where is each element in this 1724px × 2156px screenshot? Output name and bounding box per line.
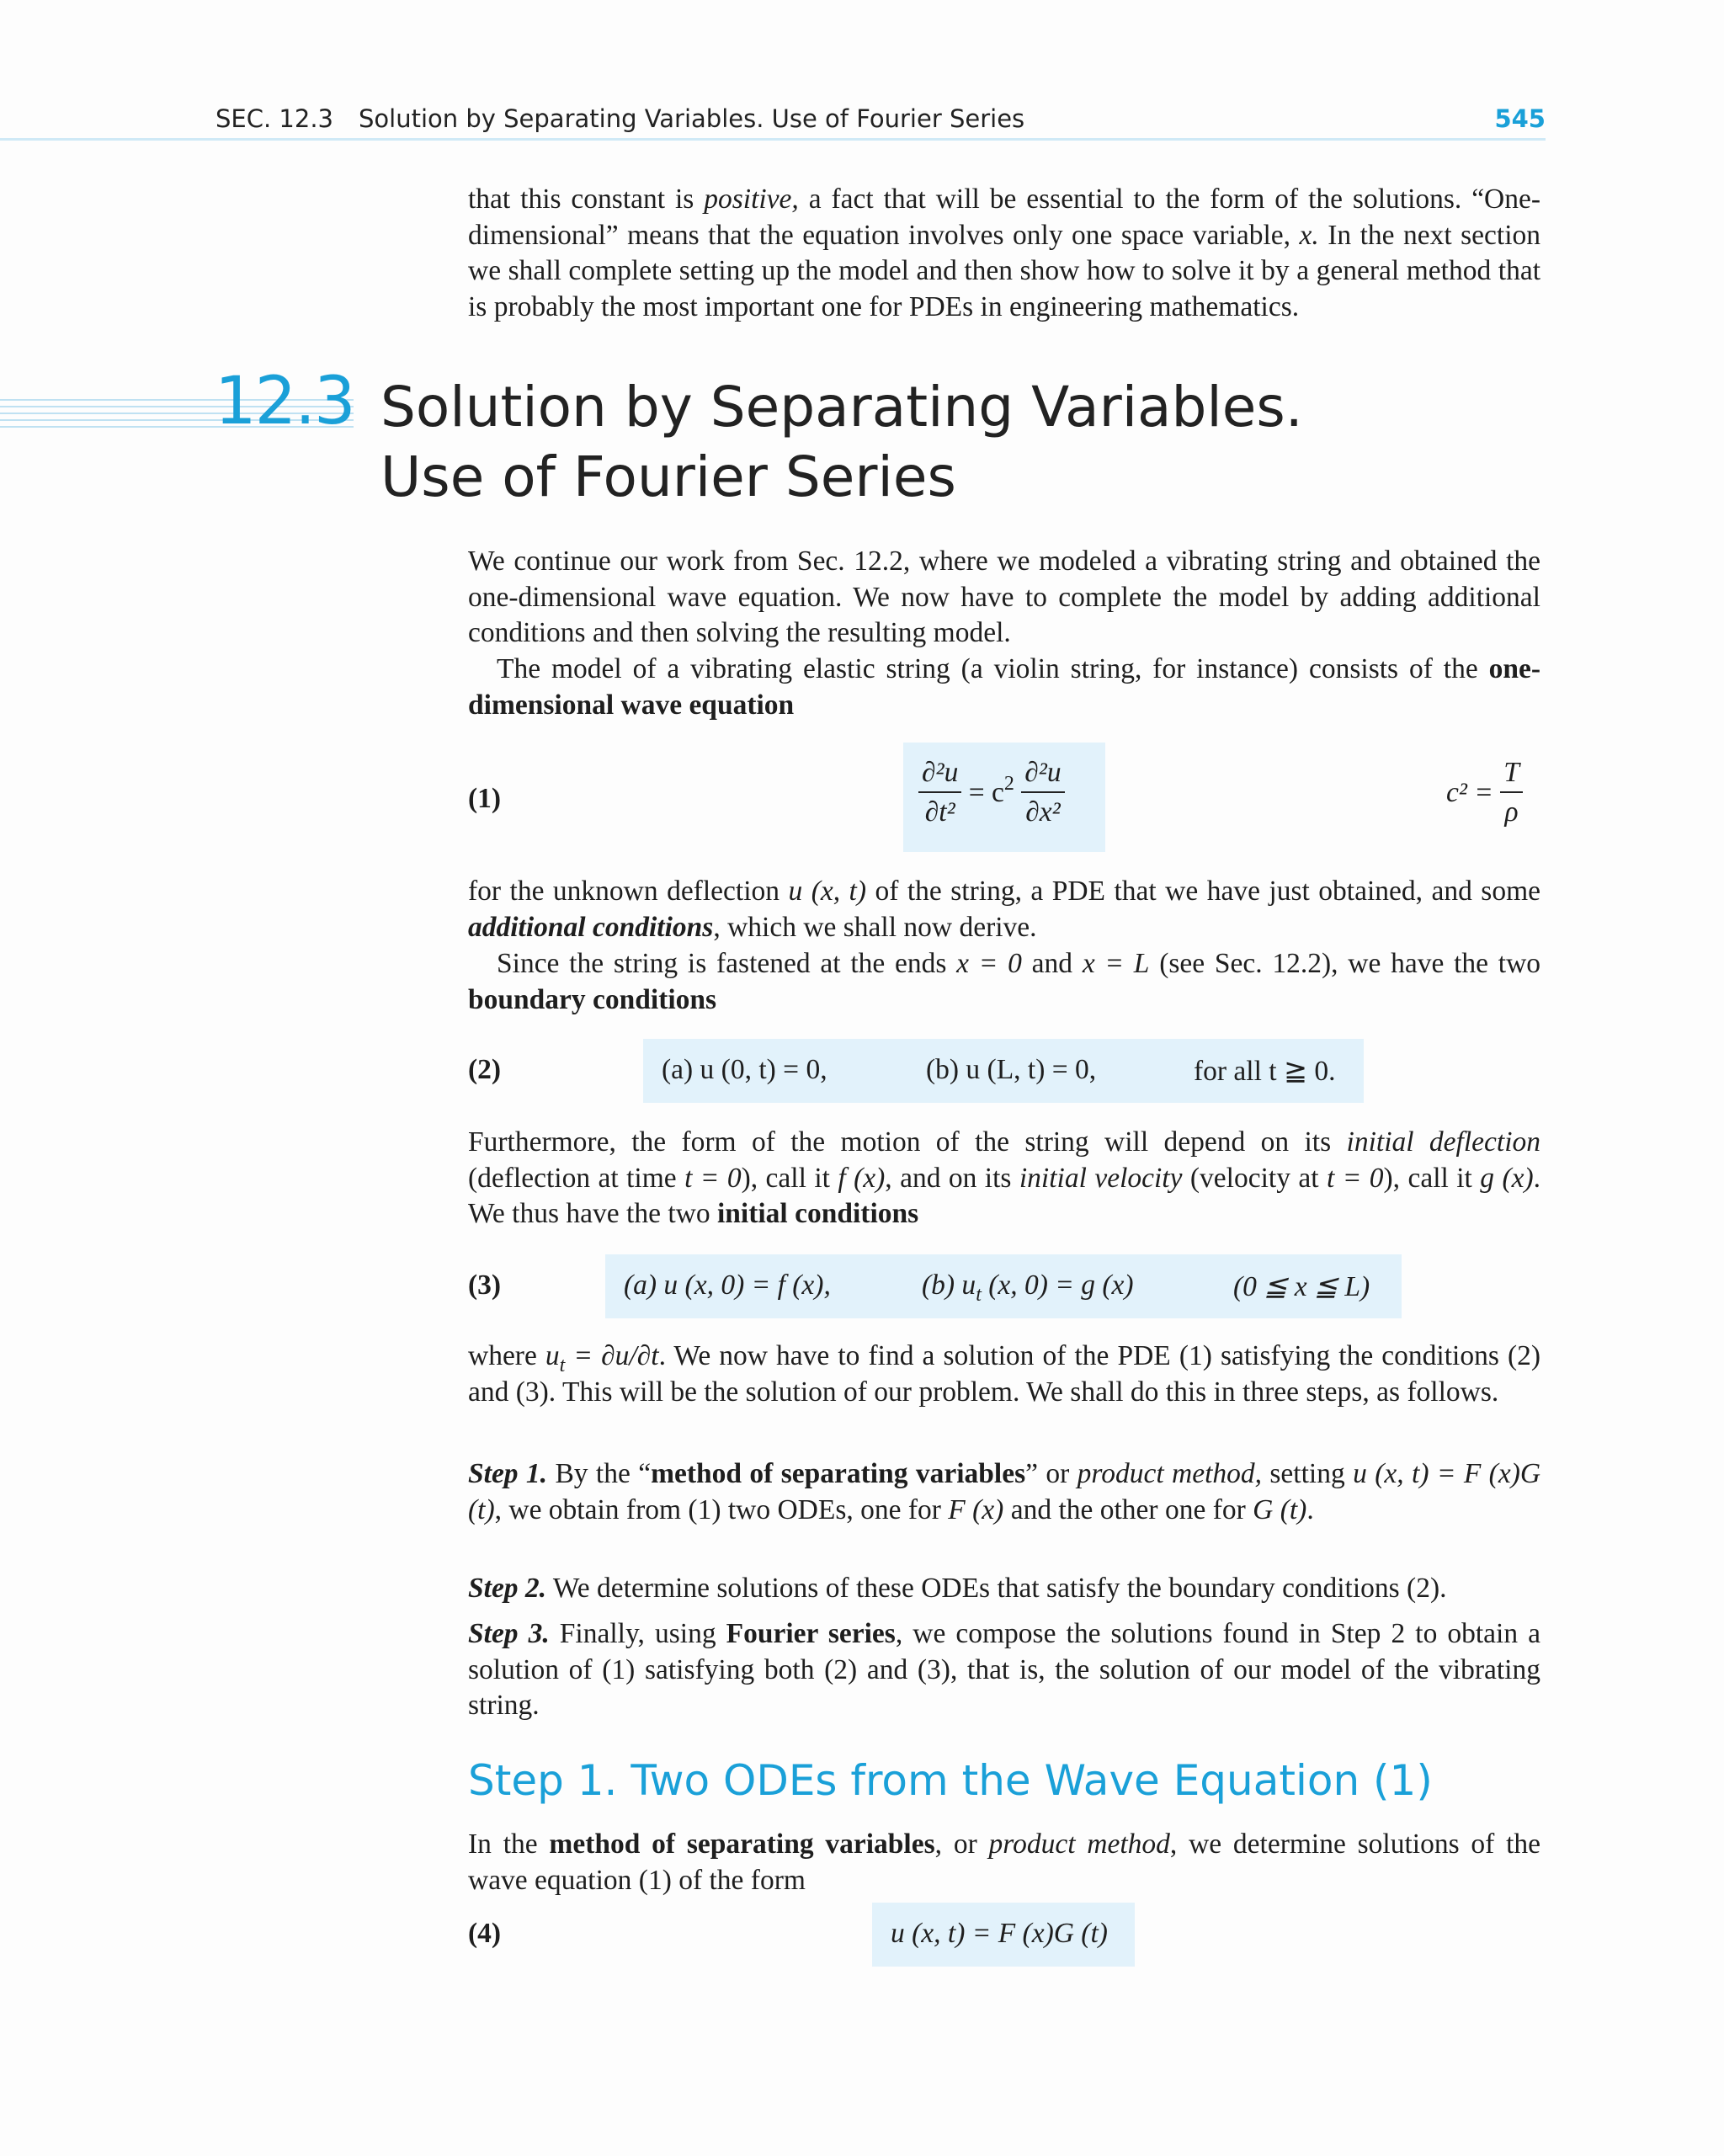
intro-text-1: that this constant is xyxy=(468,184,694,215)
deflection-text-b: of the string, a PDE that we have just obtained, and some xyxy=(875,876,1541,907)
step-1-a: By the “ xyxy=(555,1458,652,1489)
intro-text-3: In the next section we shall complete setting up the model and then show how to solve it by a general method that is probably the most important one for PDEs in engineering mathematics. xyxy=(468,219,1541,322)
equation-3-box xyxy=(605,1254,1402,1318)
deflection-text-d: , which we shall now derive. xyxy=(713,911,1037,943)
product-e: , we determine solutions of the wave equation (1) of the form xyxy=(468,1829,1541,1896)
equation-1-side-lhs: c² = xyxy=(1446,777,1493,808)
further-c: (deflection at time xyxy=(468,1162,677,1194)
step-2-label: Step 2. xyxy=(468,1573,547,1604)
further-g: (velocity at xyxy=(1189,1162,1319,1194)
further-fx: f (x) xyxy=(838,1162,886,1194)
step-1-term: method of separating variables xyxy=(651,1458,1026,1489)
paragraph-fastened xyxy=(468,946,1540,1018)
intro-text-2: a fact that will be essential to the form of the solutions. “One-dimensional” means that the equation involves only one space variable, xyxy=(468,184,1541,251)
further-i: . We thus have the two xyxy=(468,1162,1541,1229)
equation-1-equals: = $c^2$ xyxy=(968,773,1014,808)
deflection-text-a: for the unknown deflection xyxy=(468,876,780,907)
equation-4-label: (4) xyxy=(468,1918,502,1949)
further-gx: g (x) xyxy=(1480,1162,1534,1194)
product-c: , or xyxy=(934,1829,977,1860)
step-1-label: Step 1. xyxy=(468,1458,548,1489)
paragraph-step-1 xyxy=(468,1456,1540,1528)
model-term: one-dimensional wave equation xyxy=(468,653,1541,721)
fastened-text-b: (see Sec. 12.2), we have the two xyxy=(1159,948,1541,979)
step-1-c: ” or xyxy=(1025,1458,1070,1489)
where-a: where xyxy=(468,1340,537,1371)
further-a: Furthermore, the form of the motion of the string will depend on its xyxy=(468,1126,1332,1158)
intro-paragraph xyxy=(468,182,1540,325)
subsection-heading: Step 1. Two ODEs from the Wave Equation (1) xyxy=(468,1756,1433,1805)
equation-1-label: (1) xyxy=(468,783,502,814)
step-3-a: Finally, using xyxy=(559,1618,716,1649)
where-b: . We now have to find a solution of the PDE (1) satisfying the conditions (2) and (3). This will be the solution of our problem. We shall do this in three steps, as follows. xyxy=(468,1340,1541,1408)
equation-1-lhs-num: ∂²u xyxy=(922,757,959,788)
equation-1-rhs xyxy=(1021,754,1064,832)
step-1-e: setting xyxy=(1269,1458,1345,1489)
equation-1-lhs-den: ∂t² xyxy=(918,791,961,832)
running-header-title: Solution by Separating Variables. Use of Fourier Series xyxy=(359,104,1025,133)
paragraph-deflection xyxy=(468,874,1540,945)
page-number: 545 xyxy=(1494,104,1546,133)
paragraph-product-method xyxy=(468,1827,1540,1898)
product-term: method of separating variables xyxy=(549,1829,935,1860)
step-1-j: G (t) xyxy=(1253,1493,1307,1525)
step-1-f: u (x, t) = F (x)G (t) xyxy=(468,1458,1541,1525)
paragraph-step-3 xyxy=(468,1616,1540,1724)
product-a: In the xyxy=(468,1829,538,1860)
further-t0: t = 0 xyxy=(684,1162,742,1194)
deflection-term: additional conditions xyxy=(468,911,714,943)
deflection-u: u (x, t) xyxy=(788,876,867,907)
step-3-label: Step 3. xyxy=(468,1618,550,1649)
section-title-line-1: Solution by Separating Variables. xyxy=(380,375,1303,439)
equation-2-label: (2) xyxy=(468,1054,502,1085)
equation-2-part-c: for all t ≧ 0. xyxy=(1194,1056,1336,1087)
paragraph-furthermore xyxy=(468,1125,1540,1232)
equation-1-side-frac xyxy=(1500,754,1523,832)
equation-3-part-c: (0 ≦ x ≦ L) xyxy=(1233,1271,1370,1302)
further-f: initial velocity xyxy=(1019,1162,1183,1194)
model-text: The model of a vibrating elastic string (a violin string, for instance) consists of the xyxy=(497,653,1478,684)
step-1-i: and the other one for xyxy=(1010,1493,1246,1525)
step-1-g: , we obtain from (1) two ODEs, one for xyxy=(494,1493,941,1525)
equation-2-box xyxy=(643,1039,1364,1103)
fastened-x0: x = 0 xyxy=(956,948,1022,979)
fastened-term: boundary conditions xyxy=(468,983,717,1015)
equation-4-body: u (x, t) = F (x)G (t) xyxy=(891,1918,1108,1949)
equation-1-side-num: T xyxy=(1503,757,1519,788)
further-d: ), call it xyxy=(741,1162,830,1194)
section-title xyxy=(380,372,1303,512)
equation-1-rhs-den: ∂x² xyxy=(1021,791,1064,832)
equation-1-side-condition xyxy=(1446,754,1523,832)
section-title-line-2: Use of Fourier Series xyxy=(380,445,956,509)
running-header xyxy=(0,101,1546,141)
equation-4-box xyxy=(872,1903,1135,1967)
further-term: initial conditions xyxy=(716,1198,919,1229)
running-header-section: SEC. 12.3 xyxy=(216,104,333,133)
further-b: initial deflection xyxy=(1346,1126,1541,1158)
intro-variable: x. xyxy=(1299,219,1319,251)
equation-3-part-b: (b) $u_t$ (x, 0) = g (x) xyxy=(922,1270,1134,1306)
fastened-xL: x = L xyxy=(1082,948,1150,979)
equation-1-side-den: ρ xyxy=(1500,791,1523,832)
further-t0-b: t = 0 xyxy=(1327,1162,1384,1194)
fastened-text-a: Since the string is fastened at the ends xyxy=(497,948,947,979)
equation-2-part-b: (b) u (L, t) = 0, xyxy=(926,1054,1097,1085)
equation-3-part-a: (a) u (x, 0) = f (x), xyxy=(624,1270,831,1301)
fastened-and: and xyxy=(1031,948,1073,979)
paragraph-step-2 xyxy=(468,1571,1540,1607)
paragraph-where xyxy=(468,1339,1540,1410)
equation-3-label: (3) xyxy=(468,1270,502,1301)
equation-1-lhs xyxy=(918,754,961,832)
header-rule xyxy=(0,138,1546,141)
equation-1-rhs-num: ∂²u xyxy=(1024,757,1062,788)
further-e: , and on its xyxy=(885,1162,1012,1194)
equation-2-part-a: (a) u (0, t) = 0, xyxy=(662,1054,827,1085)
where-ut: $u_t = \partial u/\partial t$ xyxy=(545,1340,659,1376)
step-3-c: , we compose the solutions found in Step 2 to obtain a solution of (1) satisfying both (2) and (3), that is, the solution of our model of the vibrating string. xyxy=(468,1618,1541,1721)
paragraph-continue: We continue our work from Sec. 12.2, where we modeled a vibrating string and obtained the one-dimensional wave equation. We now have to complete the model by adding additional conditions and then solving the resulting model. xyxy=(468,546,1540,648)
equation-1-box xyxy=(903,743,1105,852)
step-1-k: . xyxy=(1306,1493,1314,1525)
section-number: 12.3 xyxy=(215,364,354,439)
running-header-text xyxy=(216,104,1024,133)
step-1-d: product method, xyxy=(1077,1458,1262,1489)
step-3-term: Fourier series xyxy=(726,1618,896,1649)
product-d: product method xyxy=(988,1829,1170,1860)
step-1-h: F (x) xyxy=(948,1493,1004,1525)
intro-emphasis: positive, xyxy=(704,184,799,215)
step-2-text: We determine solutions of these ODEs that satisfy the boundary conditions (2). xyxy=(552,1573,1447,1604)
paragraph-model xyxy=(468,652,1540,723)
further-h: ), call it xyxy=(1383,1162,1472,1194)
